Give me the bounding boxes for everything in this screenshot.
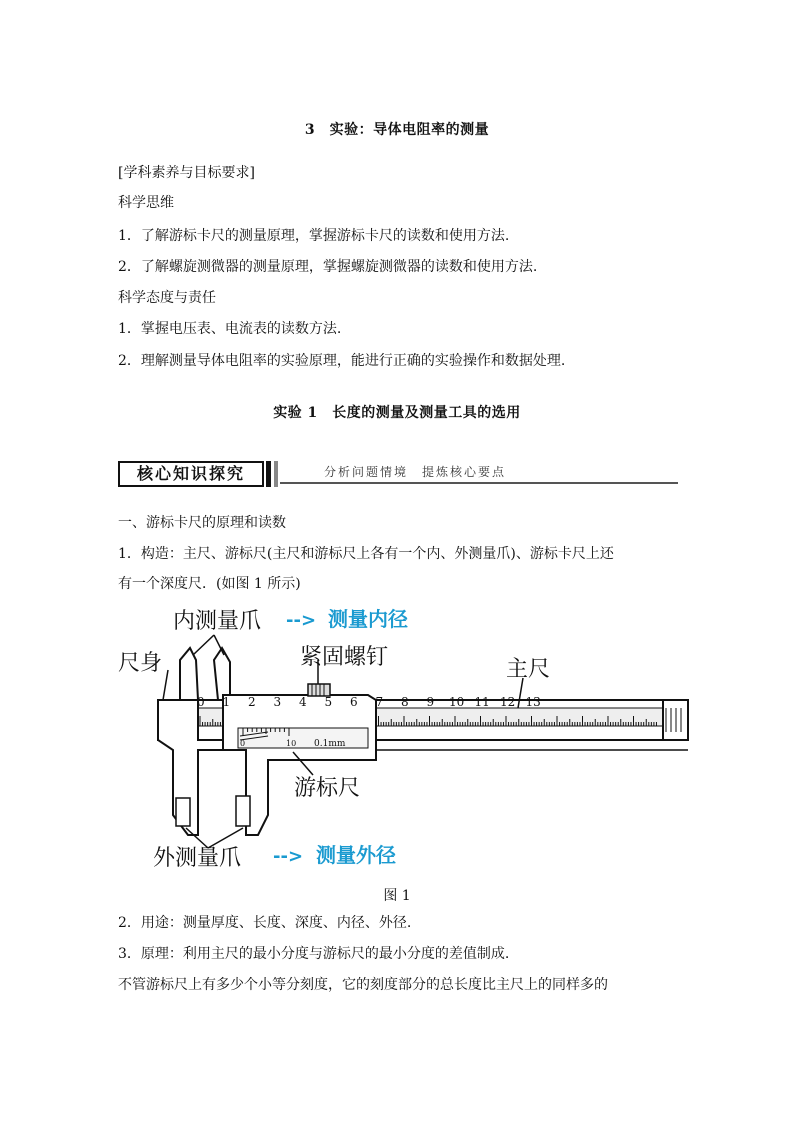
vernier-caliper-figure — [118, 600, 698, 875]
goals-header: [学科素养与目标要求] — [118, 165, 255, 181]
main-scale-tick-label: 6 — [350, 695, 358, 709]
item2: 2．用途：测量厚度、长度、深度、内径、外径. — [118, 915, 412, 931]
banner-bar — [266, 461, 271, 487]
main-scale-tick-label: 4 — [299, 695, 307, 709]
vernier-label: 游标尺 — [294, 776, 361, 801]
inner-jaw-left — [180, 648, 198, 700]
sci-thinking-heading: 科学思维 — [118, 195, 174, 211]
outer-arrow: --> — [273, 846, 304, 867]
main-scale-tick-label: 10 — [449, 695, 465, 709]
banner-label: 核心知识探究 — [118, 461, 264, 487]
inner-note: 测量内径 — [328, 607, 408, 631]
main-scale-tick-label: 12 — [500, 695, 516, 709]
goal-1: 1．了解游标卡尺的测量原理，掌握游标卡尺的读数和使用方法. — [118, 228, 510, 244]
screw-label: 紧固螺钉 — [300, 645, 389, 670]
inner-arrow: --> — [286, 610, 317, 631]
main-scale-tick-label: 1 — [222, 695, 231, 709]
item1-line1: 1．构造：主尺、游标尺(主尺和游标尺上各有一个内、外测量爪)、游标卡尺上还 — [118, 546, 614, 562]
banner-rule — [280, 482, 678, 484]
goal-2: 2．了解螺旋测微器的测量原理，掌握螺旋测微器的读数和使用方法. — [118, 259, 538, 275]
main-scale-tick-label: 13 — [525, 695, 541, 709]
main-scale-tick-label: 7 — [375, 695, 384, 709]
main-scale-tick-label: 3 — [273, 695, 282, 709]
goal-3: 1．掌握电压表、电流表的读数方法. — [118, 321, 342, 337]
inner-jaw-right — [214, 648, 230, 700]
vernier-tick-label: 10 — [286, 739, 297, 748]
experiment-title: 实验 1 长度的测量及测量工具的选用 — [273, 405, 521, 421]
main-scale-tick-label: 2 — [248, 695, 256, 709]
vernier-tick-label: 0 — [240, 739, 246, 748]
main-scale-tick-label: 5 — [324, 695, 333, 709]
banner-subtitle: 分析问题情境 提炼核心要点 — [324, 465, 507, 479]
section-title: 3 实验：导体电阻率的测量 — [304, 122, 490, 138]
item3: 3．原理：利用主尺的最小分度与游标尺的最小分度的差值制成. — [118, 946, 510, 962]
inner-jaw-label: 内测量爪 — [173, 609, 262, 634]
outer-note: 测量外径 — [316, 843, 396, 867]
main-scale-tick-label: 11 — [474, 695, 490, 709]
outer-jaw-label: 外测量爪 — [153, 846, 242, 871]
item1-line2: 有一个深度尺．(如图 1 所示) — [118, 576, 301, 592]
sci-attitude-heading: 科学态度与责任 — [118, 290, 216, 306]
part1-title: 一、游标卡尺的原理和读数 — [118, 515, 286, 531]
goal-4: 2．理解测量导体电阻率的实验原理，能进行正确的实验操作和数据处理. — [118, 353, 566, 369]
main-scale-label: 主尺 — [506, 657, 551, 682]
section-banner — [118, 459, 678, 491]
body-label: 尺身 — [118, 651, 163, 676]
banner-bar-light — [274, 461, 278, 487]
main-scale-tick-label: 9 — [426, 695, 435, 709]
figure-caption: 图 1 — [383, 888, 411, 904]
main-scale-tick-label: 0 — [197, 695, 205, 709]
item3-line2: 不管游标尺上有多少个小等分刻度，它的刻度部分的总长度比主尺上的同样多的 — [118, 977, 608, 993]
precision-label: 0.1mm — [314, 739, 346, 749]
main-scale-tick-label: 8 — [401, 695, 409, 709]
